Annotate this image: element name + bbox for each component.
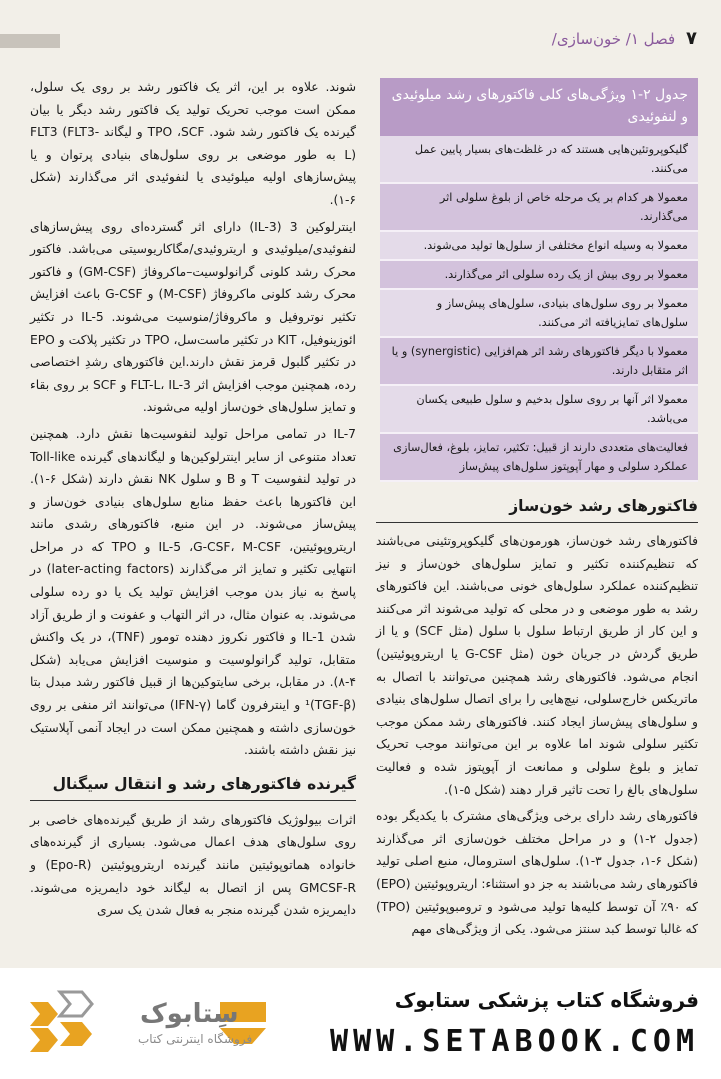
svg-text:سِتابوک: سِتابوک	[140, 999, 239, 1029]
paragraph: شوند. علاوه بر این، اثر یک فاکتور رشد بر روی یک سلول، ممکن است موجب تحریک تولید یک فاکتور رشد دیگر یا بیان گیرنده یک فاکتور رشد شود. TPO ،SCF و لیگاند FLT3 (FLT3-L) به طور موضعی بر روی سلول‌های بنیادی پرتوان و یا پیش‌سازهای اولیه میلوئیدی یا لنفوئیدی اثر می‌گذارند (شکل ۶-۱).	[30, 80, 356, 207]
table-row: معمولا به وسیله انواع مختلفی از سلول‌ها تولید می‌شوند.	[380, 232, 698, 261]
left-column	[30, 76, 356, 926]
table-row: فعالیت‌های متعددی دارند از قبیل: تکثیر، تمایز، بلوغ، فعال‌سازی عملکرد سلولی و مهار آپوپتوز سلول‌های پیش‌ساز	[380, 434, 698, 482]
paragraph: IL-7 در تمامی مراحل تولید لنفوسیت‌ها نقش دارد. همچنین تعداد متنوعی از سایر اینترلوکین‌ها و لیگاندهای گیرنده Toll-like در تولید لنفوسیت T و B و سلول NK نقش دارند (شکل ۶-۱). این فاکتورها باعث حفظ منابع سلول‌های بنیادی خون‌ساز و پیش‌ساز می‌شوند. در این منبع، فاکتورهای رشدی مانند اریتروپوئیتین، IL-5 ،G-CSF، M-CSF و TPO که در مراحل انتهایی تکثیر و تمایز اثر می‌گذارند (later-acting factors) در پاسخ به نیاز بدن موجب افزایش تولید یک یا دو رده سلولی می‌شوند. به عنوان مثال، در اثر التهاب و عفونت و از طریق آزاد شدن IL-1 و فاکتور نکروز دهنده تومور (TNF)، در یک واکنش متقابل، تولید گرانولوسیت و منوسیت افزایش می‌یابد (شکل ۴-۸). در مقابل، برخی سایتوکین‌ها از قبیل فاکتور رشد مبدل بتا (TGF-β)¹ و اینترفرون گاما (IFN-γ) می‌توانند اثر منفی بر روی خون‌سازی داشته و همچنین ممکن است در ایجاد آنمی آپلاستیک نیز نقش داشته باشند.	[30, 426, 357, 758]
setabook-logo	[20, 984, 290, 1064]
shop-name: فروشگاه کتاب پزشکی ستابوک	[394, 988, 699, 1012]
right-heading-wrap	[376, 494, 698, 523]
header-bar	[0, 34, 60, 48]
page-header	[24, 28, 697, 58]
table-row: معمولا اثر آنها بر روی سلول بدخیم و سلول طبیعی یکسان می‌باشد.	[380, 386, 698, 434]
table-row: معمولا بر روی بیش از یک رده سلولی اثر می‌گذارند.	[380, 261, 698, 290]
logo-icon	[20, 984, 290, 1064]
table-title: جدول ۲-۱ ویژگی‌های کلی فاکتورهای رشد میلوئیدی و لنفوئیدی	[380, 78, 698, 136]
section-heading: فاکتورهای رشد خون‌ساز	[376, 494, 698, 523]
logo-caption: فروشگاه اینترنتی کتاب	[138, 1032, 253, 1046]
table-row: معمولا با دیگر فاکتورهای رشد اثر هم‌افزایی (synergistic) و یا اثر متقابل دارند.	[380, 338, 698, 386]
shop-footer	[0, 968, 721, 1079]
section-heading: گیرنده فاکتورهای رشد و انتقال سیگنال	[30, 772, 356, 801]
table-box	[380, 78, 698, 482]
page-number: ۷	[686, 28, 697, 49]
paragraph: فاکتورهای رشد خون‌ساز، هورمون‌های گلیکوپروتئینی می‌باشند که تنظیم‌کننده تکثیر و تمایز سلول‌های خون‌ساز و نیز تنظیم‌کننده عملکرد سلول‌های خونی می‌باشند. این فاکتورهای رشد به طور موضعی و در محلی که تولید می‌شوند اثر می‌کنند و این کار از طریق ارتباط سلول با سلول (مثل SCF) و یا از طریق گردش در جریان خون (مثل G-CSF یا اریتروپوئیتین) انجام می‌شود. فاکتورهای رشد همچنین می‌توانند با اتصال به ماتریکس خارج‌سلولی، نیچ‌هایی را برای اتصال سلول‌های بنیادی و سلول‌های پیش‌ساز ایجاد کنند. فاکتورهای رشد ممکن موجب تکثیر سلولی شوند اما علاوه بر این می‌توانند موجب تحریک تمایز و بلوغ سلولی و ممانعت از آپوپتوز شده و فعالیت سلول‌های بالغ را تحت تاثیر قرار دهند (شکل ۵-۱).	[376, 534, 698, 797]
paragraph: فاکتورهای رشد دارای برخی ویژگی‌های مشترک با یکدیگر بوده (جدول ۲-۱) و در مراحل مختلف خون‌سازی اثر می‌گذارند (شکل ۶-۱، جدول ۳-۱). سلول‌های استرومال، منبع اصلی تولید فاکتورهای رشد می‌باشند به جز دو استثناء: اریتروپوئیتین (EPO) که ۹۰٪ آن توسط کلیه‌ها تولید می‌شود و ترومبوپوئیتین (TPO) که غالبا توسط کبد سنتز می‌شود. یکی از ویژگی‌های مهم	[376, 809, 699, 937]
table-row: گلیکوپروتئین‌هایی هستند که در غلظت‌های بسیار پایین عمل می‌کنند.	[380, 136, 698, 184]
table-row: معمولا بر روی سلول‌های بنیادی، سلول‌های پیش‌ساز و سلول‌های تمایزیافته اثر می‌کنند.	[380, 290, 698, 338]
shop-url[interactable]: WWW.SETABOOK.COM	[330, 1024, 699, 1059]
paragraph: اثرات بیولوژیک فاکتورهای رشد از طریق گیرنده‌های خاصی بر روی سلول‌های هدف اعمال می‌شود. بسیاری از گیرنده‌های خانواده هماتوپوئیتین مانند گیرنده اریتروپوئیتین (Epo-R) و GMCSF-R پس از اتصال به لیگاند خود دایمریزه می‌شوند. دایمریزه شدن گیرنده منجر به فعال شدن یک سری	[30, 812, 356, 918]
chapter-title: فصل ۱/ خون‌سازی/	[551, 30, 676, 48]
right-column	[376, 530, 698, 945]
paragraph: اینترلوکین 3 (IL-3) دارای اثر گسترده‌ای روی پیش‌سازهای لنفوئیدی/میلوئیدی و اریتروئیدی/مگاکاریوسیتی می‌باشد. فاکتور محرک رشد کلونی گرانولوسیت–ماکروفاژ (GM-CSF) و فاکتور محرک رشد کلونی ماکروفاژ (M-CSF) و G-CSF باعث افزایش تکثیر نوتروفیل و ماکروفاژ/منوسیت می‌شوند. IL-5 در تکثیر ائوزینوفیل، KIT در تکثیر ماست‌سل، TPO در تکثیر پلاکت و EPO در تکثیر گلبول قرمز نقش دارند.این فاکتورهای رشدِ اختصاصی رده، همچنین موجب افزایش اثر FLT-L، IL-3 و SCF بر روی بقاء و تمایز سلول‌های خون‌ساز اولیه می‌شوند.	[30, 219, 357, 415]
table-row: معمولا هر کدام بر یک مرحله خاص از بلوغ سلولی اثر می‌گذارند.	[380, 184, 698, 232]
